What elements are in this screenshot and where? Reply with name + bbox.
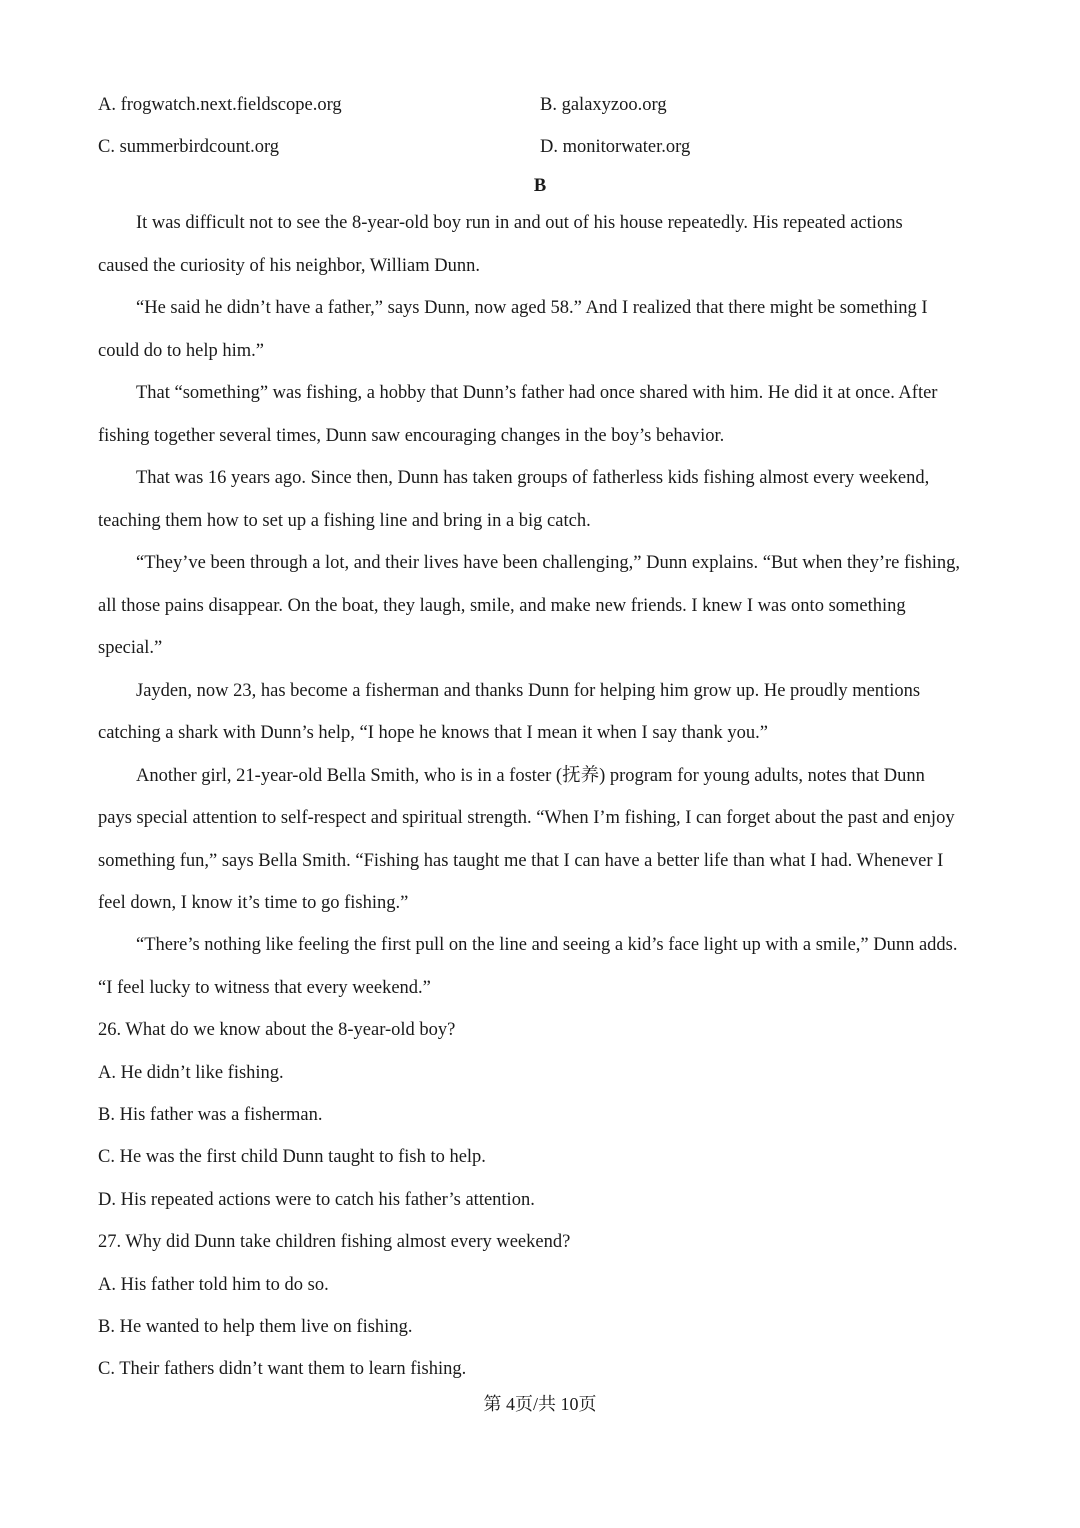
passage-line: special.”: [98, 638, 163, 658]
passage-line: all those pains disappear. On the boat, they laugh, smile, and make new friends. I knew I was onto something: [98, 596, 906, 616]
passage-line: Another girl, 21-year-old Bella Smith, who is in a foster (抚养) program for young adults, notes that Dunn: [136, 766, 925, 786]
passage-line: “He said he didn’t have a father,” says Dunn, now aged 58.” And I realized that there might be something I: [136, 298, 928, 318]
passage-line: caused the curiosity of his neighbor, William Dunn.: [98, 256, 480, 276]
prev-option-d: D. monitorwater.org: [540, 137, 691, 157]
passage-line: catching a shark with Dunn’s help, “I hope he knows that I mean it when I say thank you.”: [98, 723, 768, 743]
section-heading: B: [533, 176, 547, 196]
question-27-stem: 27. Why did Dunn take children fishing almost every weekend?: [98, 1232, 571, 1252]
passage-line: fishing together several times, Dunn saw encouraging changes in the boy’s behavior.: [98, 426, 725, 446]
prev-option-b: B. galaxyzoo.org: [540, 95, 667, 115]
question-26-option-a: A. He didn’t like fishing.: [98, 1063, 284, 1083]
passage-line: “I feel lucky to witness that every weekend.”: [98, 978, 431, 998]
passage-line: “There’s nothing like feeling the first pull on the line and seeing a kid’s face light up with a smile,” Dunn adds.: [136, 935, 958, 955]
question-27-option-c: C. Their fathers didn’t want them to learn fishing.: [98, 1359, 467, 1379]
passage-line: pays special attention to self-respect and spiritual strength. “When I’m fishing, I can forget about the past and enjoy: [98, 808, 955, 828]
question-27-option-a: A. His father told him to do so.: [98, 1275, 329, 1295]
prev-option-c: C. summerbirdcount.org: [98, 137, 280, 157]
passage-line: That was 16 years ago. Since then, Dunn has taken groups of fatherless kids fishing almost every weekend,: [136, 468, 930, 488]
passage-line: That “something” was fishing, a hobby that Dunn’s father had once shared with him. He did it at once. After: [136, 383, 938, 403]
prev-option-a: A. frogwatch.next.fieldscope.org: [98, 95, 342, 115]
passage-line: teaching them how to set up a fishing line and bring in a big catch.: [98, 511, 591, 531]
passage-line: “They’ve been through a lot, and their lives have been challenging,” Dunn explains. “But when they’re fishing,: [136, 553, 961, 573]
passage-line: something fun,” says Bella Smith. “Fishing has taught me that I can have a better life than what I had. Whenever I: [98, 851, 944, 871]
passage-line: feel down, I know it’s time to go fishing.”: [98, 893, 409, 913]
question-27-option-b: B. He wanted to help them live on fishing.: [98, 1317, 413, 1337]
question-26-option-c: C. He was the first child Dunn taught to fish to help.: [98, 1147, 486, 1167]
question-26-stem: 26. What do we know about the 8-year-old boy?: [98, 1020, 456, 1040]
page-footer: 第 4页/共 10页: [483, 1394, 597, 1414]
question-26-option-d: D. His repeated actions were to catch his father’s attention.: [98, 1190, 535, 1210]
passage-line: It was difficult not to see the 8-year-old boy run in and out of his house repeatedly. His repeated actions: [136, 213, 903, 233]
passage-line: could do to help him.”: [98, 341, 264, 361]
passage-line: Jayden, now 23, has become a fisherman and thanks Dunn for helping him grow up. He proudly mentions: [136, 681, 921, 701]
question-26-option-b: B. His father was a fisherman.: [98, 1105, 323, 1125]
